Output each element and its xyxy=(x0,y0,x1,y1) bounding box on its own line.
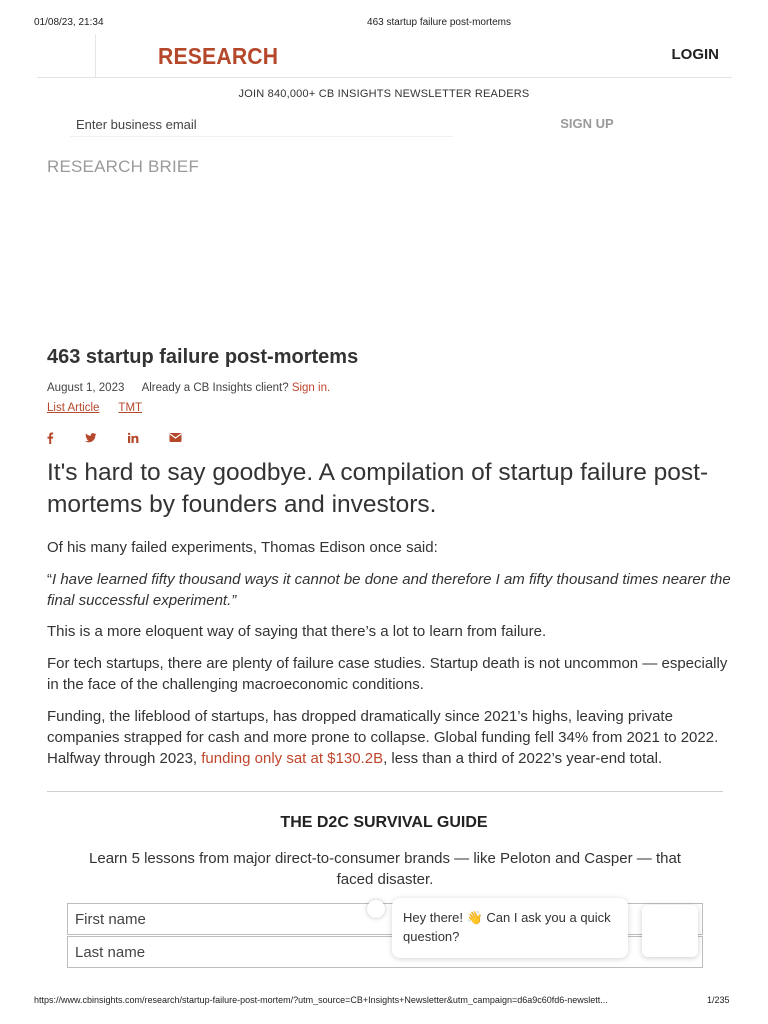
promo-description: Learn 5 lessons from major direct-to-consumer brands — like Peloton and Casper — that faced disaster. xyxy=(89,850,681,888)
login-button[interactable]: LOGIN xyxy=(671,46,719,63)
research-brief-label: RESEARCH BRIEF xyxy=(47,157,200,176)
article-title: 463 startup failure post-mortems xyxy=(47,346,359,368)
paragraph-funding xyxy=(47,706,737,769)
header-divider xyxy=(95,34,96,78)
article-tags xyxy=(47,402,158,414)
sign-in-link[interactable]: Sign in. xyxy=(291,382,331,394)
tag-list-article[interactable]: List Article xyxy=(47,402,100,414)
signup-button[interactable]: SIGN UP xyxy=(560,116,614,131)
chat-launcher-button[interactable] xyxy=(642,905,698,957)
newsletter-title: JOIN 840,000+ CB INSIGHTS NEWSLETTER READERS xyxy=(238,88,530,100)
quote-text: I have learned fifty thousand ways it cannot be done and therefore I am fifty thousand times nearer the final successful experiment.” xyxy=(47,571,731,609)
print-page-number: 1/235 xyxy=(707,995,730,1005)
chat-message-bubble[interactable] xyxy=(392,898,628,958)
print-datetime: 01/08/23, 21:34 xyxy=(34,17,104,28)
paragraph-intro: Of his many failed experiments, Thomas Edison once said: xyxy=(47,539,438,556)
site-header xyxy=(37,34,732,78)
facebook-icon[interactable] xyxy=(45,432,59,446)
tag-tmt[interactable]: TMT xyxy=(118,402,143,414)
funding-link[interactable]: funding only sat at $130.2B xyxy=(201,750,384,767)
print-url: https://www.cbinsights.com/research/startup-failure-post-mortem/?utm_source=CB+Insights+Newsletter&utm_campaign=d6a9c60fd6-newslett... xyxy=(34,995,608,1005)
print-doc-title: 463 startup failure post-mortems xyxy=(367,17,511,28)
edison-quote xyxy=(47,569,737,611)
promo-title: THE D2C SURVIVAL GUIDE xyxy=(280,814,488,831)
chat-message-text: Hey there! 👋 Can I ask you a quick question? xyxy=(403,910,611,944)
business-email-input[interactable] xyxy=(70,113,453,137)
email-icon[interactable] xyxy=(169,432,183,446)
funding-text-end: , less than a third of 2022’s year-end total. xyxy=(383,750,663,767)
article-meta xyxy=(47,382,330,394)
paragraph-case-studies: For tech startups, there are plenty of failure case studies. Startup death is not uncommon — especially in the face of the challenging macroeconomic conditions. xyxy=(47,655,728,693)
article-lede: It's hard to say goodbye. A compilation of startup failure post-mortems by founders and investors. xyxy=(47,459,709,518)
quote-open-mark: “ xyxy=(47,571,52,588)
chat-dismiss-button[interactable] xyxy=(367,900,385,918)
twitter-icon[interactable] xyxy=(85,432,99,446)
section-divider xyxy=(47,791,723,792)
funding-text-start: Funding, the lifeblood of startups, has dropped dramatically since 2021’s highs, leaving private companies strapped for cash and more prone to collapse. Global funding fell 34% from 2021 to 2022. Halfway through 2023, xyxy=(47,708,719,767)
brand-research-link[interactable]: RESEARCH xyxy=(158,43,279,69)
article-date: August 1, 2023 xyxy=(47,382,125,394)
paragraph-failure: This is a more eloquent way of saying that there’s a lot to learn from failure. xyxy=(47,623,547,640)
client-prompt: Already a CB Insights client? xyxy=(141,382,289,394)
linkedin-icon[interactable] xyxy=(127,432,141,446)
